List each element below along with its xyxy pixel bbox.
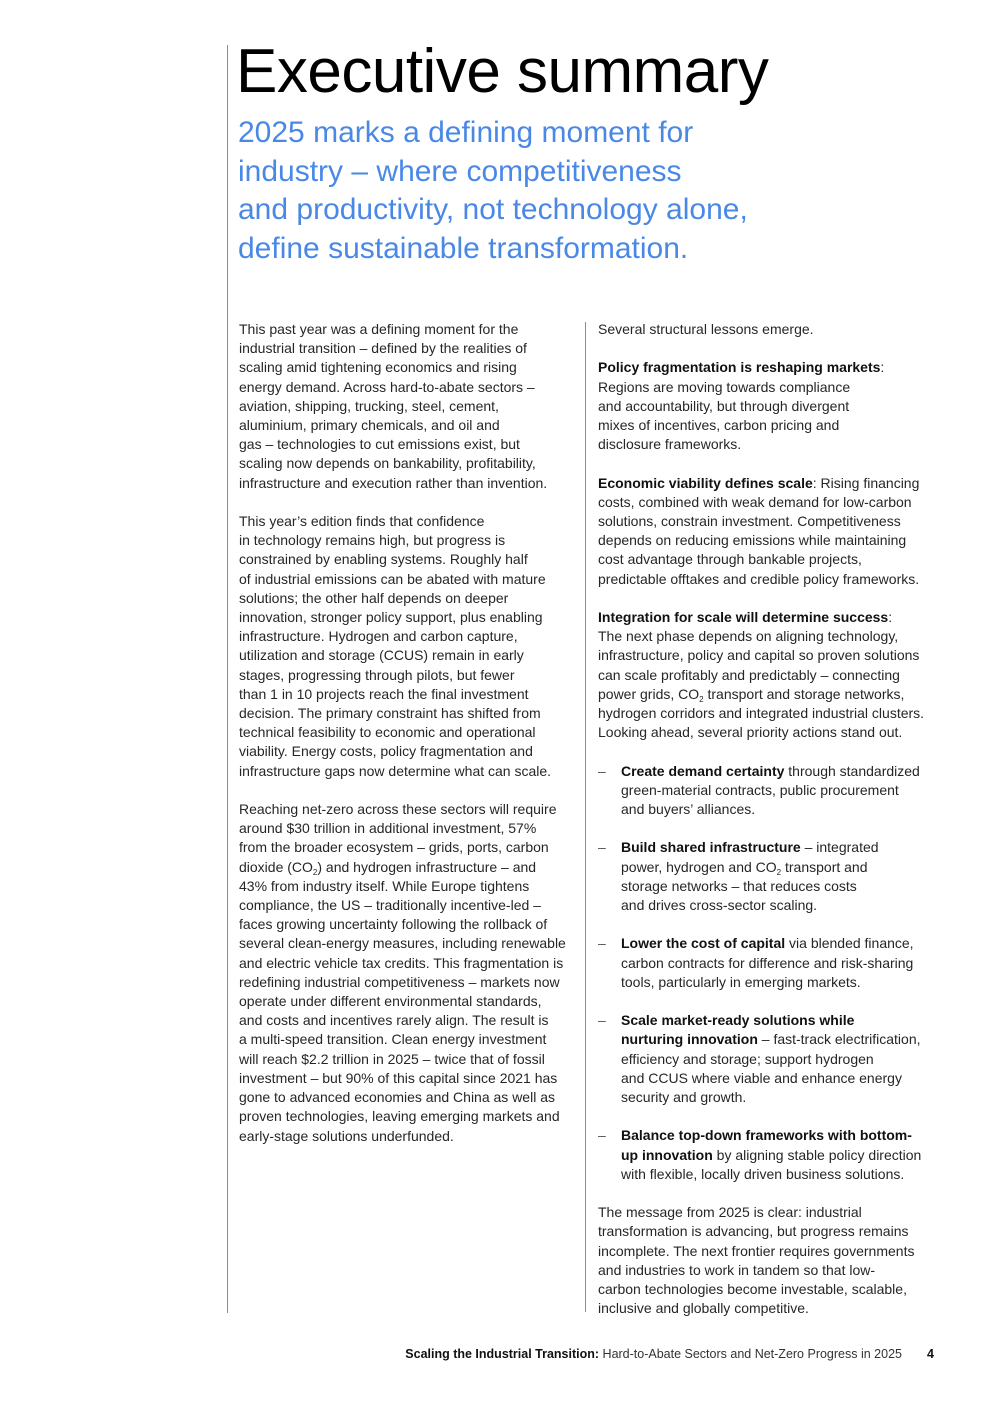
dash-bullet: – xyxy=(598,1012,606,1029)
text-line: This year’s edition finds that confidence xyxy=(239,513,485,530)
co2-line xyxy=(598,685,943,704)
paragraph-lines xyxy=(598,493,943,589)
text-line: hydrogen corridors and integrated industrial clusters. xyxy=(598,705,925,722)
text-line: and costs and incentives rarely align. The result is xyxy=(239,1012,549,1029)
text-line: infrastructure and execution rather than invention. xyxy=(239,474,548,491)
action-item-market-ready-solutions xyxy=(598,1011,943,1107)
lesson-heading: Policy fragmentation is reshaping markets xyxy=(598,359,881,376)
dash-bullet: – xyxy=(598,762,606,779)
text-line: viability. Energy costs, policy fragmentation and xyxy=(239,743,533,760)
text-line: Regions are moving towards compliance xyxy=(598,378,851,395)
action-heading-line xyxy=(621,1011,943,1030)
text-line: aluminium, primary chemicals, and oil and xyxy=(239,417,500,434)
text-line: carbon technologies become investable, scalable, xyxy=(598,1281,907,1298)
paragraph-lines xyxy=(239,800,579,858)
text-line: solutions, constrain investment. Competitiveness xyxy=(598,513,901,529)
action-heading: Build shared infrastructure xyxy=(621,839,801,856)
text-fragment: dioxide (CO xyxy=(239,858,313,875)
action-heading-line xyxy=(621,1030,943,1049)
subscript: 2 xyxy=(699,694,704,704)
text-line: tools, particularly in emerging markets. xyxy=(621,973,861,990)
text-line: around $30 trillion in additional investment, 57% xyxy=(239,820,537,837)
text-line: of industrial emissions can be abated with mature xyxy=(239,570,546,587)
action-heading-line xyxy=(621,934,943,953)
page-title: Executive summary xyxy=(236,37,769,106)
text-line: and accountability, but through divergent xyxy=(598,397,850,414)
action-heading: Create demand certainty xyxy=(621,762,785,779)
text-line: green-material contracts, public procurement xyxy=(621,781,899,798)
text-line: compliance, the US – traditionally incentive-led – xyxy=(239,897,541,914)
text-fragment: : xyxy=(880,359,885,376)
text-line: mixes of incentives, carbon pricing and xyxy=(598,417,840,433)
text-line: early-stage solutions underfunded. xyxy=(239,1127,454,1144)
text-line: will reach $2.2 trillion in 2025 – twice that of fossil xyxy=(239,1050,545,1067)
lesson-integration xyxy=(598,608,943,742)
text-line: and electric vehicle tax credits. This fragmentation is xyxy=(239,954,564,971)
text-fragment: ) and hydrogen infrastructure – and xyxy=(317,858,537,875)
text-line: security and growth. xyxy=(621,1089,747,1106)
paragraph-lines xyxy=(621,1165,943,1184)
action-item-cost-of-capital xyxy=(598,934,943,992)
lesson-economic-viability xyxy=(598,474,943,589)
text-line: The next phase depends on aligning technology, xyxy=(598,628,899,645)
text-line: gas – technologies to cut emissions exist, but xyxy=(239,436,520,453)
text-fragment: transport and storage networks, xyxy=(703,685,905,702)
column-divider-rule xyxy=(585,322,586,1312)
text-fragment: power grids, CO xyxy=(598,685,700,702)
action-heading-line xyxy=(621,1146,943,1165)
text-line: infrastructure gaps now determine what can scale. xyxy=(239,762,552,779)
text-line: energy demand. Across hard-to-abate sectors – xyxy=(239,378,535,395)
footer-report-title xyxy=(405,1347,902,1361)
text-fragment: through standardized xyxy=(784,762,920,779)
text-line: investment – but 90% of this capital since 2021 has xyxy=(239,1069,558,1086)
text-line: and industries to work in tandem so that low- xyxy=(598,1261,876,1278)
page-number: 4 xyxy=(927,1347,934,1361)
text-line: operate under different environmental standards, xyxy=(239,993,542,1010)
text-line: innovation, stronger policy support, plus enabling xyxy=(239,609,543,626)
text-fragment: via blended finance, xyxy=(785,935,914,952)
text-line: and CCUS where viable and enhance energy xyxy=(621,1069,902,1086)
report-title: Scaling the Industrial Transition: xyxy=(405,1347,600,1361)
text-line: incomplete. The next frontier requires governments xyxy=(598,1242,915,1259)
text-line: Reaching net-zero across these sectors will require xyxy=(239,801,557,818)
action-heading: Balance top-down frameworks with bottom- xyxy=(621,1127,912,1144)
text-line: infrastructure. Hydrogen and carbon capture, xyxy=(239,628,518,645)
text-line: Looking ahead, several priority actions stand out. xyxy=(598,724,903,741)
paragraph-lines xyxy=(621,954,943,992)
priority-actions-list xyxy=(598,762,943,1184)
paragraph-transition-overview xyxy=(239,320,579,493)
text-line: carbon contracts for difference and risk-sharing xyxy=(621,954,914,971)
text-line: can scale profitably and predictably – connecting xyxy=(598,666,900,683)
lesson-heading-line xyxy=(598,608,943,627)
action-heading: Lower the cost of capital xyxy=(621,935,786,952)
text-line: predictable offtakes and credible policy frameworks. xyxy=(598,570,920,587)
text-line: 43% from industry itself. While Europe tightens xyxy=(239,877,530,894)
text-fragment: – fast-track electrification, xyxy=(757,1031,921,1048)
paragraph-lines xyxy=(239,877,579,1146)
lessons-intro xyxy=(598,320,943,339)
text-line: depends on reducing emissions while maintaining xyxy=(598,532,907,549)
text-line: technical feasibility to economic and operational xyxy=(239,724,536,741)
co2-line xyxy=(621,858,943,877)
paragraph-lines xyxy=(621,1050,943,1108)
text-line: with flexible, locally driven business solutions. xyxy=(621,1165,905,1182)
subtitle-line: and productivity, not technology alone, xyxy=(238,193,748,226)
dash-bullet: – xyxy=(598,839,606,856)
text-line: and buyers’ alliances. xyxy=(621,801,756,818)
lesson-policy-fragmentation xyxy=(598,358,943,454)
paragraph-investment-needs xyxy=(239,800,579,1146)
text-line: disclosure frameworks. xyxy=(598,436,742,453)
text-fragment: – integrated xyxy=(800,839,879,856)
text-fragment: : xyxy=(888,609,893,625)
paragraph-lines xyxy=(598,627,943,685)
subscript: 2 xyxy=(312,867,318,877)
closing-paragraph xyxy=(598,1203,943,1318)
action-heading-line xyxy=(621,838,943,857)
action-item-shared-infrastructure xyxy=(598,838,943,915)
text-fragment: power, hydrogen and CO xyxy=(621,858,777,875)
text-line: a multi-speed transition. Clean energy investment xyxy=(239,1031,547,1048)
text-line: from the broader ecosystem – grids, ports, carbon xyxy=(239,839,549,856)
text-line: constrained by enabling systems. Roughly half xyxy=(239,551,528,568)
text-line: several clean-energy measures, including renewable xyxy=(239,935,566,952)
text-line: decision. The primary constraint has shifted from xyxy=(239,705,541,722)
text-line: stages, progressing through pilots, but fewer xyxy=(239,666,515,683)
action-heading: nurturing innovation xyxy=(621,1031,758,1048)
page-subtitle xyxy=(238,114,748,268)
text-line: efficiency and storage; support hydrogen xyxy=(621,1050,874,1067)
left-column xyxy=(239,320,579,1165)
text-line: storage networks – that reduces costs xyxy=(621,877,857,894)
subtitle-line: define sustainable transformation. xyxy=(238,231,689,265)
subscript: 2 xyxy=(776,867,782,877)
paragraph-lines xyxy=(621,877,943,915)
paragraph-technology-confidence xyxy=(239,512,579,781)
text-line: This past year was a defining moment for the xyxy=(239,321,519,337)
text-line: cost advantage through bankable projects, xyxy=(598,551,862,568)
text-line: and drives cross-sector scaling. xyxy=(621,897,818,914)
action-heading: Scale market-ready solutions while xyxy=(621,1012,855,1029)
text-line: faces growing uncertainty following the rollback of xyxy=(239,916,548,933)
text-line: gone to advanced economies and China as well as xyxy=(239,1089,555,1106)
text-line: utilization and storage (CCUS) remain in early xyxy=(239,647,524,664)
dash-bullet: – xyxy=(598,1127,606,1144)
action-heading: up innovation xyxy=(621,1146,713,1163)
text-line: The message from 2025 is clear: industrial xyxy=(598,1204,862,1221)
text-fragment: transport and xyxy=(781,858,868,875)
text-line: in technology remains high, but progress is xyxy=(239,532,506,549)
text-line: transformation is advancing, but progress remains xyxy=(598,1223,909,1240)
lesson-heading-line xyxy=(598,474,943,493)
report-subtitle: Hard-to-Abate Sectors and Net-Zero Progress in 2025 xyxy=(599,1347,902,1361)
text-line: aviation, shipping, trucking, steel, cement, xyxy=(239,397,499,414)
subtitle-line: industry – where competitiveness xyxy=(238,154,682,188)
text-fragment: by aligning stable policy direction xyxy=(712,1146,922,1163)
text-line: scaling amid tightening economics and rising xyxy=(239,359,517,376)
lesson-heading: Economic viability defines scale xyxy=(598,474,813,491)
paragraph-lines xyxy=(621,781,943,819)
co2-line xyxy=(239,858,579,877)
text-line: inclusive and globally competitive. xyxy=(598,1300,809,1317)
text-line: Several structural lessons emerge. xyxy=(598,321,814,337)
text-line: costs, combined with weak demand for low-carbon xyxy=(598,493,912,510)
text-line: redefining industrial competitiveness – markets now xyxy=(239,973,560,990)
action-item-top-down-bottom-up xyxy=(598,1126,943,1184)
lesson-heading: Integration for scale will determine success xyxy=(598,609,889,625)
dash-bullet: – xyxy=(598,935,606,952)
text-fragment: : Rising financing xyxy=(812,474,920,491)
text-line: than 1 in 10 projects reach the final investment xyxy=(239,685,529,702)
action-heading-line xyxy=(621,1126,943,1145)
lesson-heading-line xyxy=(598,358,943,377)
text-line: solutions; the other half depends on deeper xyxy=(239,589,509,606)
action-heading-line xyxy=(621,762,943,781)
left-vertical-rule xyxy=(227,45,228,1313)
subtitle-line: 2025 marks a defining moment for xyxy=(238,116,694,149)
text-line: infrastructure, policy and capital so proven solutions xyxy=(598,647,920,664)
paragraph-lines xyxy=(598,704,943,742)
action-item-demand-certainty xyxy=(598,762,943,820)
right-column xyxy=(598,320,943,1338)
paragraph-lines xyxy=(598,378,943,455)
text-line: proven technologies, leaving emerging markets and xyxy=(239,1108,560,1125)
text-line: industrial transition – defined by the realities of xyxy=(239,340,527,357)
text-line: scaling now depends on bankability, profitability, xyxy=(239,455,536,472)
